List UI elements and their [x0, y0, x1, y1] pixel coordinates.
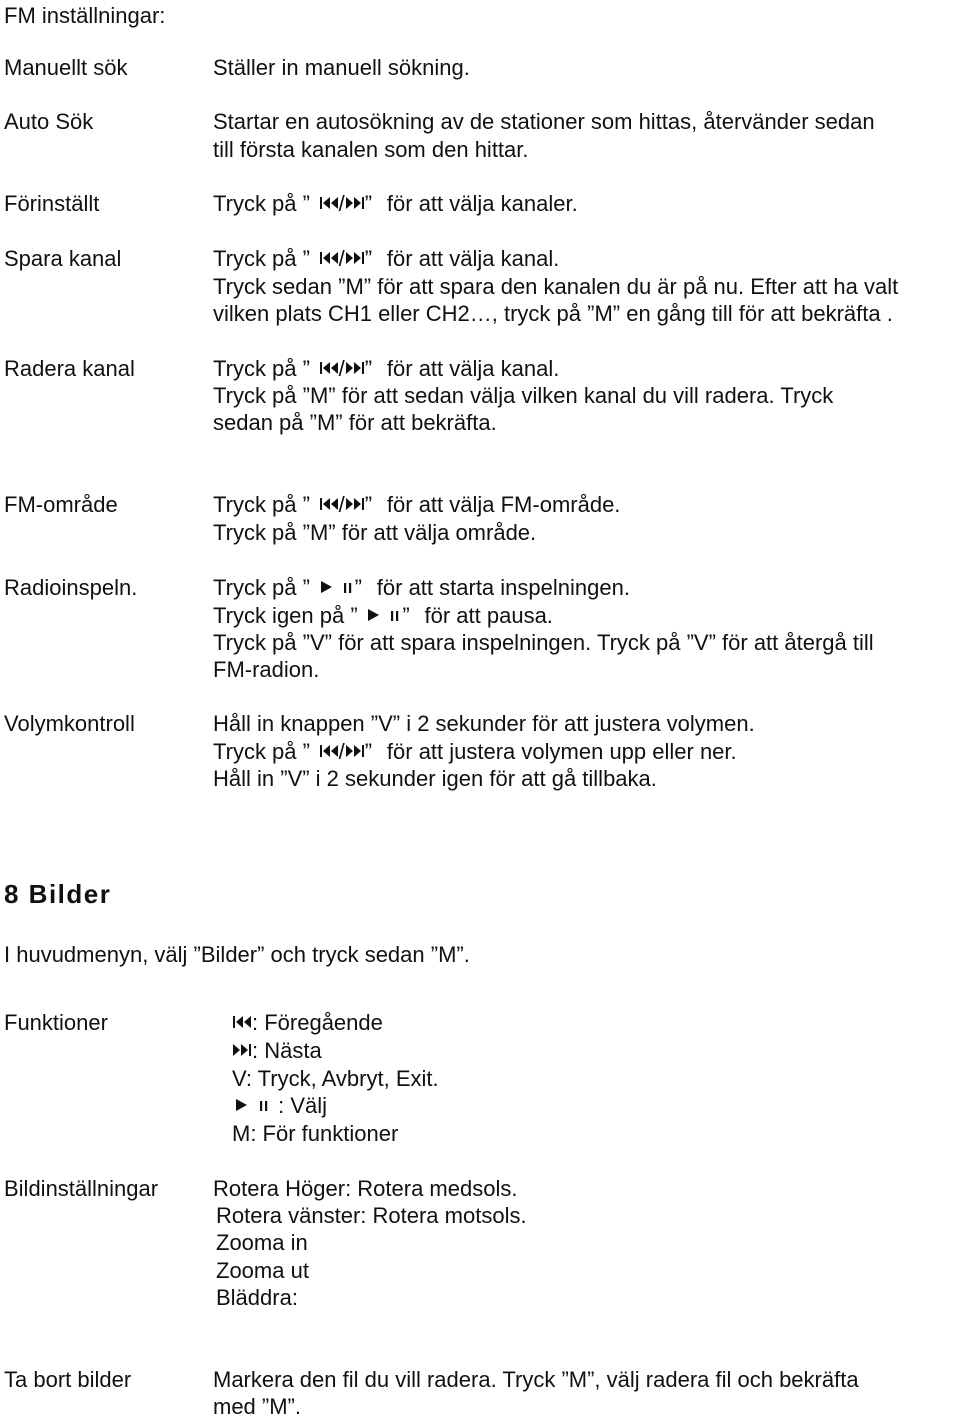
preset-pre-text: Tryck på [213, 191, 297, 216]
delete-channel-post-text: för att välja kanal. [386, 356, 560, 381]
preset-desc [213, 190, 578, 218]
delete-channel-desc-line3: sedan på ”M” för att bekräfta. [213, 410, 497, 435]
delete-channel-label: Radera kanal [4, 356, 135, 381]
fm-area-pre-text: Tryck på [213, 492, 297, 517]
radio-rec-desc-line3: Tryck på ”V” för att spara inspelningen. Tryck på ”V” för att återgå till [213, 630, 874, 655]
function-next [232, 1037, 322, 1065]
fm-settings-title: FM inställningar: [4, 3, 166, 28]
function-next-text: : Nästa [252, 1038, 322, 1063]
slash: / [338, 191, 345, 216]
pictures-intro: I huvudmenyn, välj ”Bilder” och tryck sedan ”M”. [4, 942, 470, 967]
picture-settings-line1: Rotera Höger: Rotera medsols. [213, 1176, 518, 1201]
picture-settings-line5: Bläddra: [216, 1285, 298, 1310]
radio-rec-pre-text: Tryck på [213, 575, 297, 600]
function-prev [232, 1009, 383, 1037]
close-quote: ” [364, 356, 373, 381]
auto-search-desc-line1: Startar en autosökning av de stationer som hittas, återvänder sedan [213, 109, 875, 134]
skip-previous-icon [319, 497, 339, 511]
function-m: M: För funktioner [232, 1121, 399, 1146]
function-select-text: : Välj [272, 1093, 328, 1118]
close-quote: ” [402, 603, 410, 628]
auto-search-label: Auto Sök [4, 109, 94, 134]
skip-previous-icon [319, 744, 339, 758]
volume-pre-text: Tryck på [213, 739, 297, 764]
save-channel-desc-line3: vilken plats CH1 eller CH2…, tryck på ”M” en gång till för att bekräfta . [213, 301, 893, 326]
function-select [232, 1092, 327, 1120]
close-quote: ” [364, 246, 373, 271]
save-channel-post-text: för att välja kanal. [386, 246, 560, 271]
picture-settings-line3: Zooma in [216, 1230, 308, 1255]
volume-post-text: för att justera volymen upp eller ner. [386, 739, 737, 764]
delete-channel-pre-text: Tryck på [213, 356, 297, 381]
delete-pictures-line2: med ”M”. [213, 1394, 301, 1419]
picture-settings-label: Bildinställningar [4, 1176, 159, 1201]
radio-rec-pause-post-text: för att pausa. [424, 603, 553, 628]
close-quote: ” [364, 739, 373, 764]
volume-desc-line1: Håll in knappen ”V” i 2 sekunder för att justera volymen. [213, 711, 755, 736]
close-quote: ” [354, 575, 362, 600]
open-quote: ” [302, 191, 310, 216]
skip-previous-icon [319, 251, 339, 265]
skip-next-icon [345, 497, 365, 511]
radio-rec-desc-line2 [213, 602, 553, 630]
delete-pictures-label: Ta bort bilder [4, 1367, 132, 1392]
slash: / [338, 492, 345, 517]
save-channel-pre-text: Tryck på [213, 246, 297, 271]
delete-channel-desc-line2: Tryck på ”M” för att sedan välja vilken kanal du vill radera. Tryck [213, 383, 834, 408]
open-quote: ” [302, 739, 310, 764]
save-channel-desc-line1 [213, 245, 559, 273]
preset-label: Förinställt [4, 191, 100, 216]
fm-area-desc-line1 [213, 491, 620, 519]
picture-settings-line2: Rotera vänster: Rotera motsols. [216, 1203, 527, 1228]
section-heading: 8 Bilder [4, 879, 112, 909]
functions-label: Funktioner [4, 1010, 108, 1035]
radio-rec-desc-line4: FM-radion. [213, 657, 320, 682]
delete-channel-desc-line1 [213, 355, 559, 383]
skip-next-icon [345, 196, 365, 210]
volume-label: Volymkontroll [4, 711, 135, 736]
radio-rec-post-text: för att starta inspelningen. [376, 575, 630, 600]
open-quote: ” [302, 492, 310, 517]
play-pause-icon [232, 1098, 272, 1112]
auto-search-desc-line2: till första kanalen som den hittar. [213, 137, 529, 162]
manual-search-label: Manuellt sök [4, 55, 128, 80]
delete-pictures-line1: Markera den fil du vill radera. Tryck ”M”, välj radera fil och bekräfta [213, 1367, 859, 1392]
radio-rec-pause-pre-text: Tryck igen på [213, 603, 345, 628]
save-channel-desc-line2: Tryck sedan ”M” för att spara den kanalen du är på nu. Efter att ha valt [213, 274, 899, 299]
picture-settings-line4: Zooma ut [216, 1258, 309, 1283]
fm-area-label: FM-område [4, 492, 118, 517]
volume-desc-line2 [213, 738, 737, 766]
function-prev-text: : Föregående [252, 1010, 383, 1035]
fm-area-desc-line2: Tryck på ”M” för att välja område. [213, 520, 537, 545]
slash: / [338, 356, 345, 381]
skip-previous-icon [319, 196, 339, 210]
function-v: V: Tryck, Avbryt, Exit. [232, 1066, 439, 1091]
radio-rec-label: Radioinspeln. [4, 575, 138, 600]
skip-next-icon [232, 1043, 252, 1057]
open-quote: ” [302, 356, 310, 381]
close-quote: ” [364, 191, 373, 216]
close-quote: ” [364, 492, 373, 517]
skip-next-icon [345, 361, 365, 375]
save-channel-label: Spara kanal [4, 246, 122, 271]
play-pause-icon [366, 608, 402, 622]
slash: / [338, 246, 345, 271]
play-pause-icon [319, 580, 355, 594]
skip-next-icon [345, 744, 365, 758]
open-quote: ” [302, 575, 310, 600]
open-quote: ” [350, 603, 358, 628]
open-quote: ” [302, 246, 310, 271]
preset-post-text: för att välja kanaler. [386, 191, 578, 216]
skip-previous-icon [319, 361, 339, 375]
slash: / [338, 739, 345, 764]
skip-next-icon [345, 251, 365, 265]
radio-rec-desc-line1 [213, 574, 630, 602]
volume-desc-line3: Håll in ”V” i 2 sekunder igen för att gå tillbaka. [213, 766, 657, 791]
fm-area-post-text: för att välja FM-område. [386, 492, 621, 517]
skip-previous-icon [232, 1015, 252, 1029]
manual-search-desc: Ställer in manuell sökning. [213, 55, 470, 80]
